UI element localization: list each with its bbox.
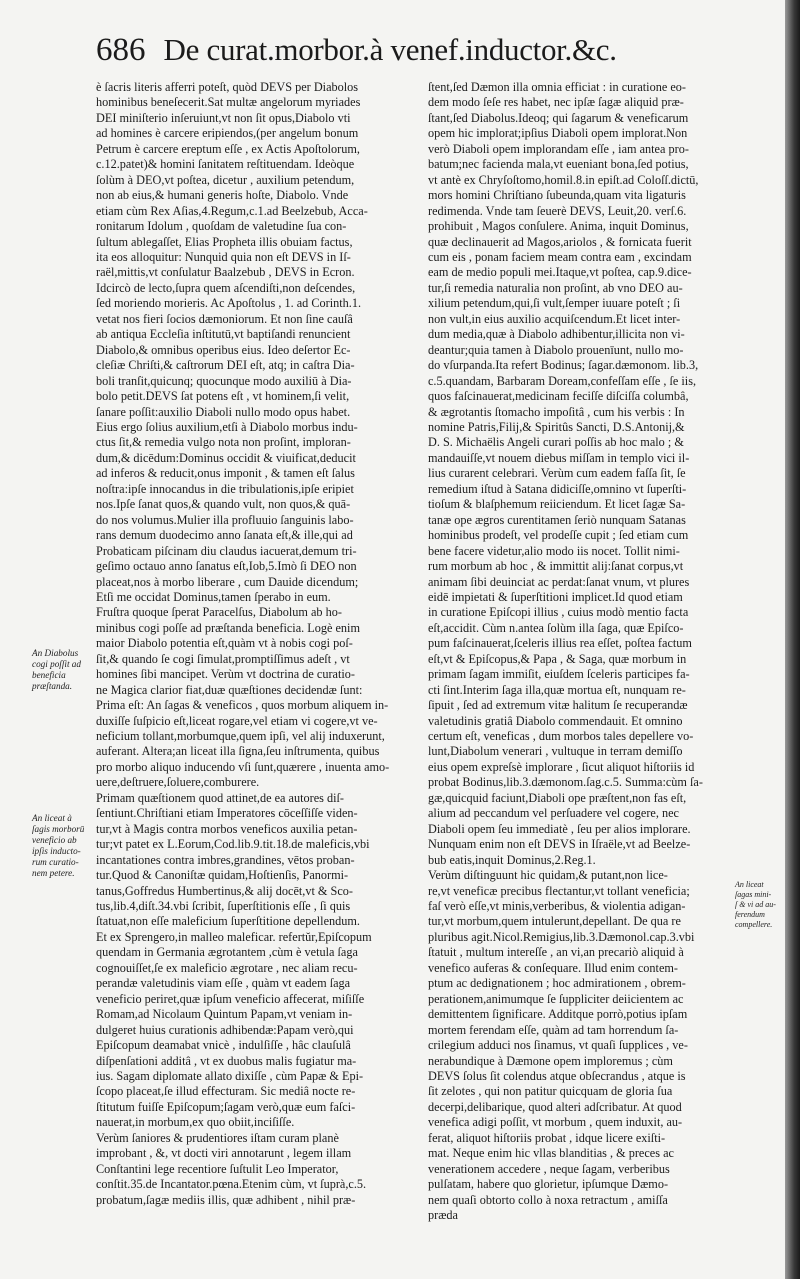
text-line: venerationem accedere , neque ſagam, verberibus	[428, 1161, 670, 1176]
text-line: venefica adigi poſſit, vt morbum , quem induxit, au-	[428, 1115, 683, 1130]
margin-note-line: beneficia	[32, 670, 66, 680]
margin-note-line: cogi poſſit ad	[32, 659, 81, 669]
text-line: ſentiunt.Chriſtiani etiam Imperatores cōceſſiſſe viden-	[96, 806, 358, 821]
text-line: deantur;quia tamen à Diabolo prouenīunt, nullo mo-	[428, 342, 684, 357]
margin-note-line: præſtanda.	[32, 681, 73, 691]
text-line: homines ſibi mancipet. Verùm vt doctrina de curatio-	[96, 667, 355, 682]
text-line: ſed moriendo morieris. Ac Apoſtolus , 1. ad Corinth.1.	[96, 296, 362, 311]
text-line: in curatione Epiſcopi illius , cuius modò mentio facta	[428, 605, 689, 620]
text-line: vetat nos fieri ſocios dæmoniorum. Et non ſine cauſâ	[96, 311, 353, 326]
text-line: c.12.patet)& homini ſanitatem reſtituendam. Ideòque	[96, 157, 355, 172]
text-line: Nunquam enim non eſt DEVS in Iſraële,vt ad Beelze-	[428, 837, 691, 852]
text-line: & ægrotantis ſtomacho impoſitâ , cum his verbis : In	[428, 404, 685, 419]
text-line: bub eatis,inquit Dominus,2.Reg.1.	[428, 852, 596, 867]
text-line: nauerat,in morbum,ex quo obiit,inciſiſſe.	[96, 1115, 295, 1130]
text-line: opem hic implorat;ipſius Diaboli opem implorat.Non	[428, 126, 688, 141]
text-line: bolo petit.DEVS ſat potens eſt , vt hominem,ſi velit,	[96, 389, 350, 404]
margin-note-line: ferendum	[735, 910, 765, 919]
text-line: eam de medio populi mei.Itaque,vt poſtea, cap.9.dice-	[428, 265, 692, 280]
text-line: hominibus prodeſt, vel prodeſſe cupit ; ſed etiam cum	[428, 528, 689, 543]
text-line: tanus,Goffredus Humbertinus,& alij docēt,vt & Sco-	[96, 883, 353, 898]
text-line: hominibus beneſecerit.Sat multæ angelorum myriades	[96, 95, 361, 110]
text-line: non vult,in eius auxilio acquiſcendum.Et licet inter-	[428, 311, 681, 326]
text-line: alium ad peccandum vel perſuadere vel cogere, nec	[428, 806, 679, 821]
margin-note-line: ſ & vi ad au-	[735, 900, 776, 909]
text-line: duxiſſe ſuſpicio eſt,liceat rogare,vel etiam vi cogere,vt ve-	[96, 713, 378, 728]
text-line: nos.Ipſe ſanat quos,& quando vult, non quos,& quā-	[96, 497, 351, 512]
text-line: c.5.quandam, Barbaram Doream,confeſſam eſſe , ſe iis,	[428, 373, 697, 388]
text-line: Conſtantini lege recentiore ſuſtulit Leo Imperator,	[96, 1161, 339, 1176]
text-line: è ſacris literis afferri poteſt, quòd DEVS per Diabolos	[96, 80, 359, 94]
text-line: Verùm ſaniores & prudentiores iſtam curam planè	[96, 1130, 339, 1145]
text-line: DEI miniſterio inſeruiunt,vt non ſit opus,Diabolo vti	[96, 110, 351, 125]
text-line: ius. Sagam diplomate allato dixiſſe , cùm Papæ & Epi-	[96, 1069, 364, 1083]
text-line: batum;nec facienda mala,vt eueniant bona,ſed potius,	[428, 157, 689, 172]
text-line: cleſiæ Chriſti,& caſtrorum DEI eſt, atq; in caſtra Dia-	[96, 358, 355, 373]
text-line: Et ex Sprengero,in malleo maleficar. refertŭr,Epiſcopum	[96, 929, 372, 944]
text-line: ſultum ablegaſſet, Elias Propheta illis obuiam factus,	[96, 234, 353, 249]
text-line: etiam cùm Rex Aſias,4.Regum,c.1.ad Beelzebub, Acca-	[96, 203, 368, 218]
text-column-left	[96, 80, 418, 1208]
text-line: ſcopo placeat,ſe illud effecturam. Sic mediâ nocte re-	[96, 1084, 356, 1099]
text-line: mortem ferendam eſſe, quàm ad tam horrendum ſa-	[428, 1022, 679, 1037]
text-line: conſtit.35.de Incantator.pœna.Etenim cùm, vt ſuprà,c.5.	[96, 1177, 367, 1192]
margin-note-line: nem petere.	[32, 868, 75, 878]
text-line: mors homini Chriſtiano ſubeunda,quam vita ligaturis	[428, 188, 686, 203]
text-line: geſimo octauo anno ſanatus eſt,Iob,5.Imò ſi DEO non	[96, 559, 357, 574]
text-line: nerabundique à Dæmone opem imploremus ; cùm	[428, 1053, 673, 1068]
text-line: do vſurpanda.Ita refert Bodinus; ſagar.dæmonom. lib.3,	[428, 358, 699, 373]
text-line: pulſatam, habere quo glorietur, ipſumque Dæmo-	[428, 1177, 669, 1192]
margin-note-line: veneficio ab	[32, 835, 77, 845]
margin-note-line: An liceat à	[32, 813, 72, 823]
text-line: improbant , &, vt docti viri annotarunt , legem illam	[96, 1146, 352, 1161]
text-line: mat. Neque enim hic vllas blanditias , & preces ac	[428, 1146, 674, 1161]
text-line: pluribus agit.Nicol.Remigius,lib.3.Dæmonol.cap.3.vbi	[428, 929, 695, 944]
text-line: faſ verò eſſe,vt minis,verberibus, & violentia adigan-	[428, 899, 686, 914]
text-line: Etſi me occidat Dominus,tamen ſperabo in eum.	[96, 589, 331, 604]
text-line: eius opem expreſsè implorare , ſicut aliquot hiſtoriis id	[428, 759, 695, 774]
text-line: Romam,ad Nicolaum Quintum Papam,vt veniam in-	[96, 1007, 353, 1022]
text-line: tus,lib.4,diſt.34.vbi ſcribit, ſuperſtitionis eſſe , ſi quis	[96, 899, 351, 914]
margin-note-line: An liceat	[735, 880, 764, 889]
text-line: pro morbo aliquo inducendo vſi ſunt,quærere , inuenta amo-	[96, 759, 390, 774]
text-line: Fruſtra quoque ſperat Paracelſus, Diabolum ab ho-	[96, 605, 342, 620]
text-line: nem quaſi obtorto collo à noxa retractum , amiſſa	[428, 1192, 668, 1207]
text-line: rum morbum ab hoc , & immittit alij:ſanat corpus,vt	[428, 559, 684, 574]
text-line: dulgeret huius curationis adhibendæ:Papam verò,qui	[96, 1022, 354, 1037]
text-line: quendam in Germania ægrotantem ,cùm è vetula ſaga	[96, 945, 358, 960]
text-line: Epiſcopum deamabat vnicè , indulſiſſe , hâc clauſulâ	[96, 1038, 351, 1053]
text-line: præda	[428, 1208, 458, 1223]
text-line: ad homines è carcere eripiendos,(per angelum bonum	[96, 126, 359, 141]
margin-note-compellere	[735, 880, 785, 930]
text-line: redimenda. Vnde tam ſeuerè DEVS, Leuit,20. verſ.6.	[428, 203, 687, 218]
text-line: ſtent,ſed Dæmon illa omnia efficiat : in curatione eo-	[428, 80, 686, 94]
text-line: gæ,quicquid faciunt,Diaboli ope præſtent,non fas eſt,	[428, 790, 687, 805]
text-line: prohibuit , Magos conſulere. Anima, inquit Dominus,	[428, 219, 689, 234]
text-line: uere,deſtruere,ſoluere,comburere.	[96, 775, 260, 790]
page-binding-edge	[785, 0, 800, 1279]
text-line: Primam quæſtionem quod attinet,de ea autores diſ-	[96, 790, 345, 805]
text-line: DEVS ſolus ſit colendus atque obſecrandus , atque is	[428, 1069, 686, 1083]
text-line: re,vt veneficæ precibus flectantur,vt tollant veneficia;	[428, 883, 690, 898]
text-line: placeat,nos à morbo liberare , cum Dauide dicendum;	[96, 574, 359, 589]
margin-note-diabolus	[32, 648, 94, 692]
text-line: D. S. Michaëlis Angeli curari poſſis ab hoc malo ; &	[428, 435, 684, 450]
text-line: lius curarent celebrari. Verùm cum eadem faſſa ſit, ſe	[428, 466, 686, 481]
text-line: boli tranſit,quicunq; quocunque modo auxiliū à Dia-	[96, 373, 352, 388]
text-line: ſanare poſſit:auxilio Diaboli nullo modo opus habet.	[96, 404, 351, 419]
text-line: tioſum & blaſphemum reiiciendum. Et licet ſagæ Sa-	[428, 497, 686, 512]
running-title: De curat.morbor.à venef.inductor.&c.	[163, 32, 617, 67]
text-column-right	[428, 80, 765, 1224]
text-line: cum eis , ponam faciem meam contra eam , excindam	[428, 249, 692, 264]
text-line: venefico auferas & conſequare. Illud enim contem-	[428, 960, 678, 975]
text-line: Verùm diſtinguunt hic quidam,& putant,non lice-	[428, 868, 668, 883]
text-line: auferant. Altera;an liceat illa ſigna,ſeu inſtrumenta, quibus	[96, 744, 380, 759]
text-line: eſt,vt & Epiſcopus,& Papa , & Saga, quæ morbum in	[428, 651, 687, 666]
text-line: neficium tollant,morbumque,quem ipſi, vel alij induxerunt,	[96, 729, 385, 744]
text-line: veneficio periret,quæ ipſum veneficio affecerat, miſiſſe	[96, 991, 365, 1006]
text-line: Diabolo,& omnibus operibus eius. Ideo deſertor Ec-	[96, 342, 351, 357]
text-line: Petrum è carcere ereptum eſſe , ex Actis Apoſtolorum,	[96, 141, 360, 156]
text-line: dum media,quæ à Diabolo adhibentur,illicita non vi-	[428, 327, 685, 342]
text-line: noſtra:ipſe innocandus in die tribulationis,ipſe eripiet	[96, 481, 354, 496]
margin-note-line: rum curatio-	[32, 857, 79, 867]
margin-note-line: ſagis morborū	[32, 824, 85, 834]
text-line: primam ſagam immiſit, eiuſdem ſceleris participes fa-	[428, 667, 690, 682]
page-number: 686	[96, 32, 146, 68]
text-line: ferat, aliquot hiſtoriis probat , idque licere exiſti-	[428, 1130, 666, 1145]
text-line: perandæ valetudinis viam eſſe , quàm vt eadem ſaga	[96, 976, 351, 991]
text-line: animam ſibi deuinciat ac perdat:ſanat vnum, vt plures	[428, 574, 690, 589]
text-line: probatum,ſagæ mediis illis, quæ adhibent , nihil præ-	[96, 1192, 356, 1207]
text-line: Eius ergo ſolius auxilium,etſi à Diabolo morbus indu-	[96, 419, 358, 434]
text-line: cognouiſſet,ſe ex maleficio ægrotare , nec aliam recu-	[96, 960, 358, 975]
text-line: ſtitutum fuiſſe Epiſcopum;ſagam verò,quæ eum faſci-	[96, 1099, 356, 1114]
text-line: vt antè ex Chryſoſtomo,homil.8.in epiſt.ad Coloſſ.dictū,	[428, 172, 699, 187]
text-line: mandauiſſe,vt nouem diebus miſſam in templo vici il-	[428, 450, 690, 465]
text-line: ad inferos & reducit,onus imponit , & tamen eſt ſalus	[96, 466, 355, 481]
text-line: tur,ſi remedia naturalia non proſint, ab vno DEO au-	[428, 280, 683, 295]
text-line: ſolùm à DEO,vt poſtea, dicetur , auxilium petendum,	[96, 172, 355, 187]
text-line: non ab eius,& humani generis hoſte, Diabolo. Vnde	[96, 188, 349, 203]
text-line: dem modo ſeſe res habet, nec ipſæ ſagæ aliquid præ-	[428, 95, 684, 110]
text-line: xilium petendum,qui,ſi vult,ſemper iuuare poteſt ; ſi	[428, 296, 681, 311]
text-line: rans demum duodecimo anno ſanata eſt,& ille,qui ad	[96, 528, 353, 543]
text-line: quæ declinauerit ad Magos,ariolos , & fornicata fuerit	[428, 234, 692, 249]
text-line: perationem,animumque ſe ſuppliciter deiicientem ac	[428, 991, 684, 1006]
text-line: lunt,Diabolum venerari , vultuque in terram demiſſo	[428, 744, 683, 759]
text-line: remedium iſtud à Satana didiciſſe,omnino vt ſuperſti-	[428, 481, 687, 496]
text-line: eidē impietati & ſuperſtitioni implicet.Id quod etiam	[428, 589, 683, 604]
text-line: ſtatuit , multum intereſſe , an vi,an precariò aliquid à	[428, 945, 684, 960]
text-line: Idcircò de lecto,ſupra quem aſcendiſti,non deſcendes,	[96, 280, 356, 295]
text-line: tur,vt morbum,quem intulerunt,depellant. De qua re	[428, 914, 681, 929]
margin-note-sagis	[32, 813, 94, 879]
text-line: ptum ac dedignationem ; hoc admirationem , obrem-	[428, 976, 686, 991]
text-line: nomine Patris,Filij,& Spiritûs Sancti, D.S.Antonij,&	[428, 419, 685, 434]
text-line: ctus ſit,& remedia vulgo nota non proſint, imploran-	[96, 435, 351, 450]
text-line: diſpenſationi additâ , vt ex duobus malis fugiatur ma-	[96, 1053, 357, 1068]
text-line: ſit zelotes , qui non patitur quicquam de gloria ſua	[428, 1084, 673, 1099]
text-line: ita eos alloquitur: Nunquid quia non eſt DEVS in Iſ-	[96, 249, 351, 264]
text-line: bene facere videtur,alio modo iis nocet. Tollit nimi-	[428, 543, 680, 558]
text-line: certum eſt, veneficas , dum morbos tales depellere vo-	[428, 729, 694, 744]
margin-note-line: compellere.	[735, 920, 773, 929]
text-line: ne Magica clarior fiat,duæ quæſtiones decidendæ ſunt:	[96, 682, 363, 697]
text-line: eſt,accidit. Cùm n.antea ſolùm illa ſaga, quæ Epiſco-	[428, 620, 684, 635]
text-line: Diaboli opem ſeu immediatè , ſeu per alios implorare.	[428, 821, 691, 836]
page-header	[96, 32, 746, 80]
text-line: quos faſcinauerat,medicinam feciſſe diſciſſa columbâ,	[428, 389, 689, 404]
text-line: minibus cogi poſſe ad præſtanda beneficia. Logè enim	[96, 620, 360, 635]
text-line: maior Diabolo potentia eſt,quàm vt à nobis cogi poſ-	[96, 636, 353, 651]
text-line: ſit,& quando ſe cogi ſimulat,promptiſſimus adeſt , vt	[96, 651, 350, 666]
text-line: tur,vt à Magis contra morbos veneficos auxilia petan-	[96, 821, 358, 836]
text-line: tur.Quod & Canoniſtæ quidam,Hoſtienſis, Panormi-	[96, 868, 349, 883]
text-line: pum faſcinauerat,ſceleris illius rea eſſet, poſtea factum	[428, 636, 692, 651]
text-line: dum,& dicēdum:Dominus occidit & viuificat,deducit	[96, 450, 356, 465]
text-line: Probaticam piſcinam diu claudus iacuerat,demum tri-	[96, 543, 357, 558]
margin-note-line: ſagas mini-	[735, 890, 772, 899]
text-line: valetudinis gratiâ Diabolo commendauit. Et omnino	[428, 713, 683, 728]
text-line: ſtatuat,non eſſe maleficium ſuperſtitione depellendum.	[96, 914, 360, 929]
text-line: ab antiqua Eccleſia inſtitutū,vt baptiſandi renuncient	[96, 327, 351, 342]
text-line: cti ſint.Interim ſaga illa,quæ mortua eſt, nunquam re-	[428, 682, 686, 697]
text-line: verò Diaboli opem implorandam eſſe , iam antea pro-	[428, 141, 689, 156]
text-line: crilegium adduci nos ſinamus, vt quaſi ſupplices , ve-	[428, 1038, 688, 1053]
text-line: demittentem ſignificare. Additque porrò,potius ipſam	[428, 1007, 688, 1022]
text-line: tur;vt patet ex L.Eorum,Cod.lib.9.tit.18.de maleficis,vbi	[96, 837, 370, 852]
text-line: tanæ ope ægros curentitamen ſeriò nunquam Satanas	[428, 512, 686, 527]
margin-note-line: An Diabolus	[32, 648, 79, 658]
text-line: raël,mittis,vt conſulatur Baalzebub , DEVS in Ecron.	[96, 265, 355, 280]
text-line: decerpi,delibarique, quod alteri adſcribatur. At quod	[428, 1099, 682, 1114]
text-line: ſipuit , ſed ad extremum vitæ halitum ſe recuperandæ	[428, 698, 688, 713]
text-line: ronitarum Idolum , quoſdam de valetudine ſua con-	[96, 219, 347, 234]
margin-note-line: ipſis inducto-	[32, 846, 81, 856]
text-line: probat Bodinus,lib.3.dæmonom.ſag.c.5. Summa:cùm ſa-	[428, 775, 703, 790]
text-line: incantationes contra imbres,grandines, vētos proban-	[96, 852, 355, 867]
text-line: ſtant,ſed Diabolus.Ideoq; qui ſagarum & veneficarum	[428, 110, 689, 125]
text-line: Prima eſt: An ſagas & veneficos , quos morbum aliquem in-	[96, 698, 389, 713]
text-line: do nos volumus.Mulier illa profluuio ſanguinis labo-	[96, 512, 354, 527]
